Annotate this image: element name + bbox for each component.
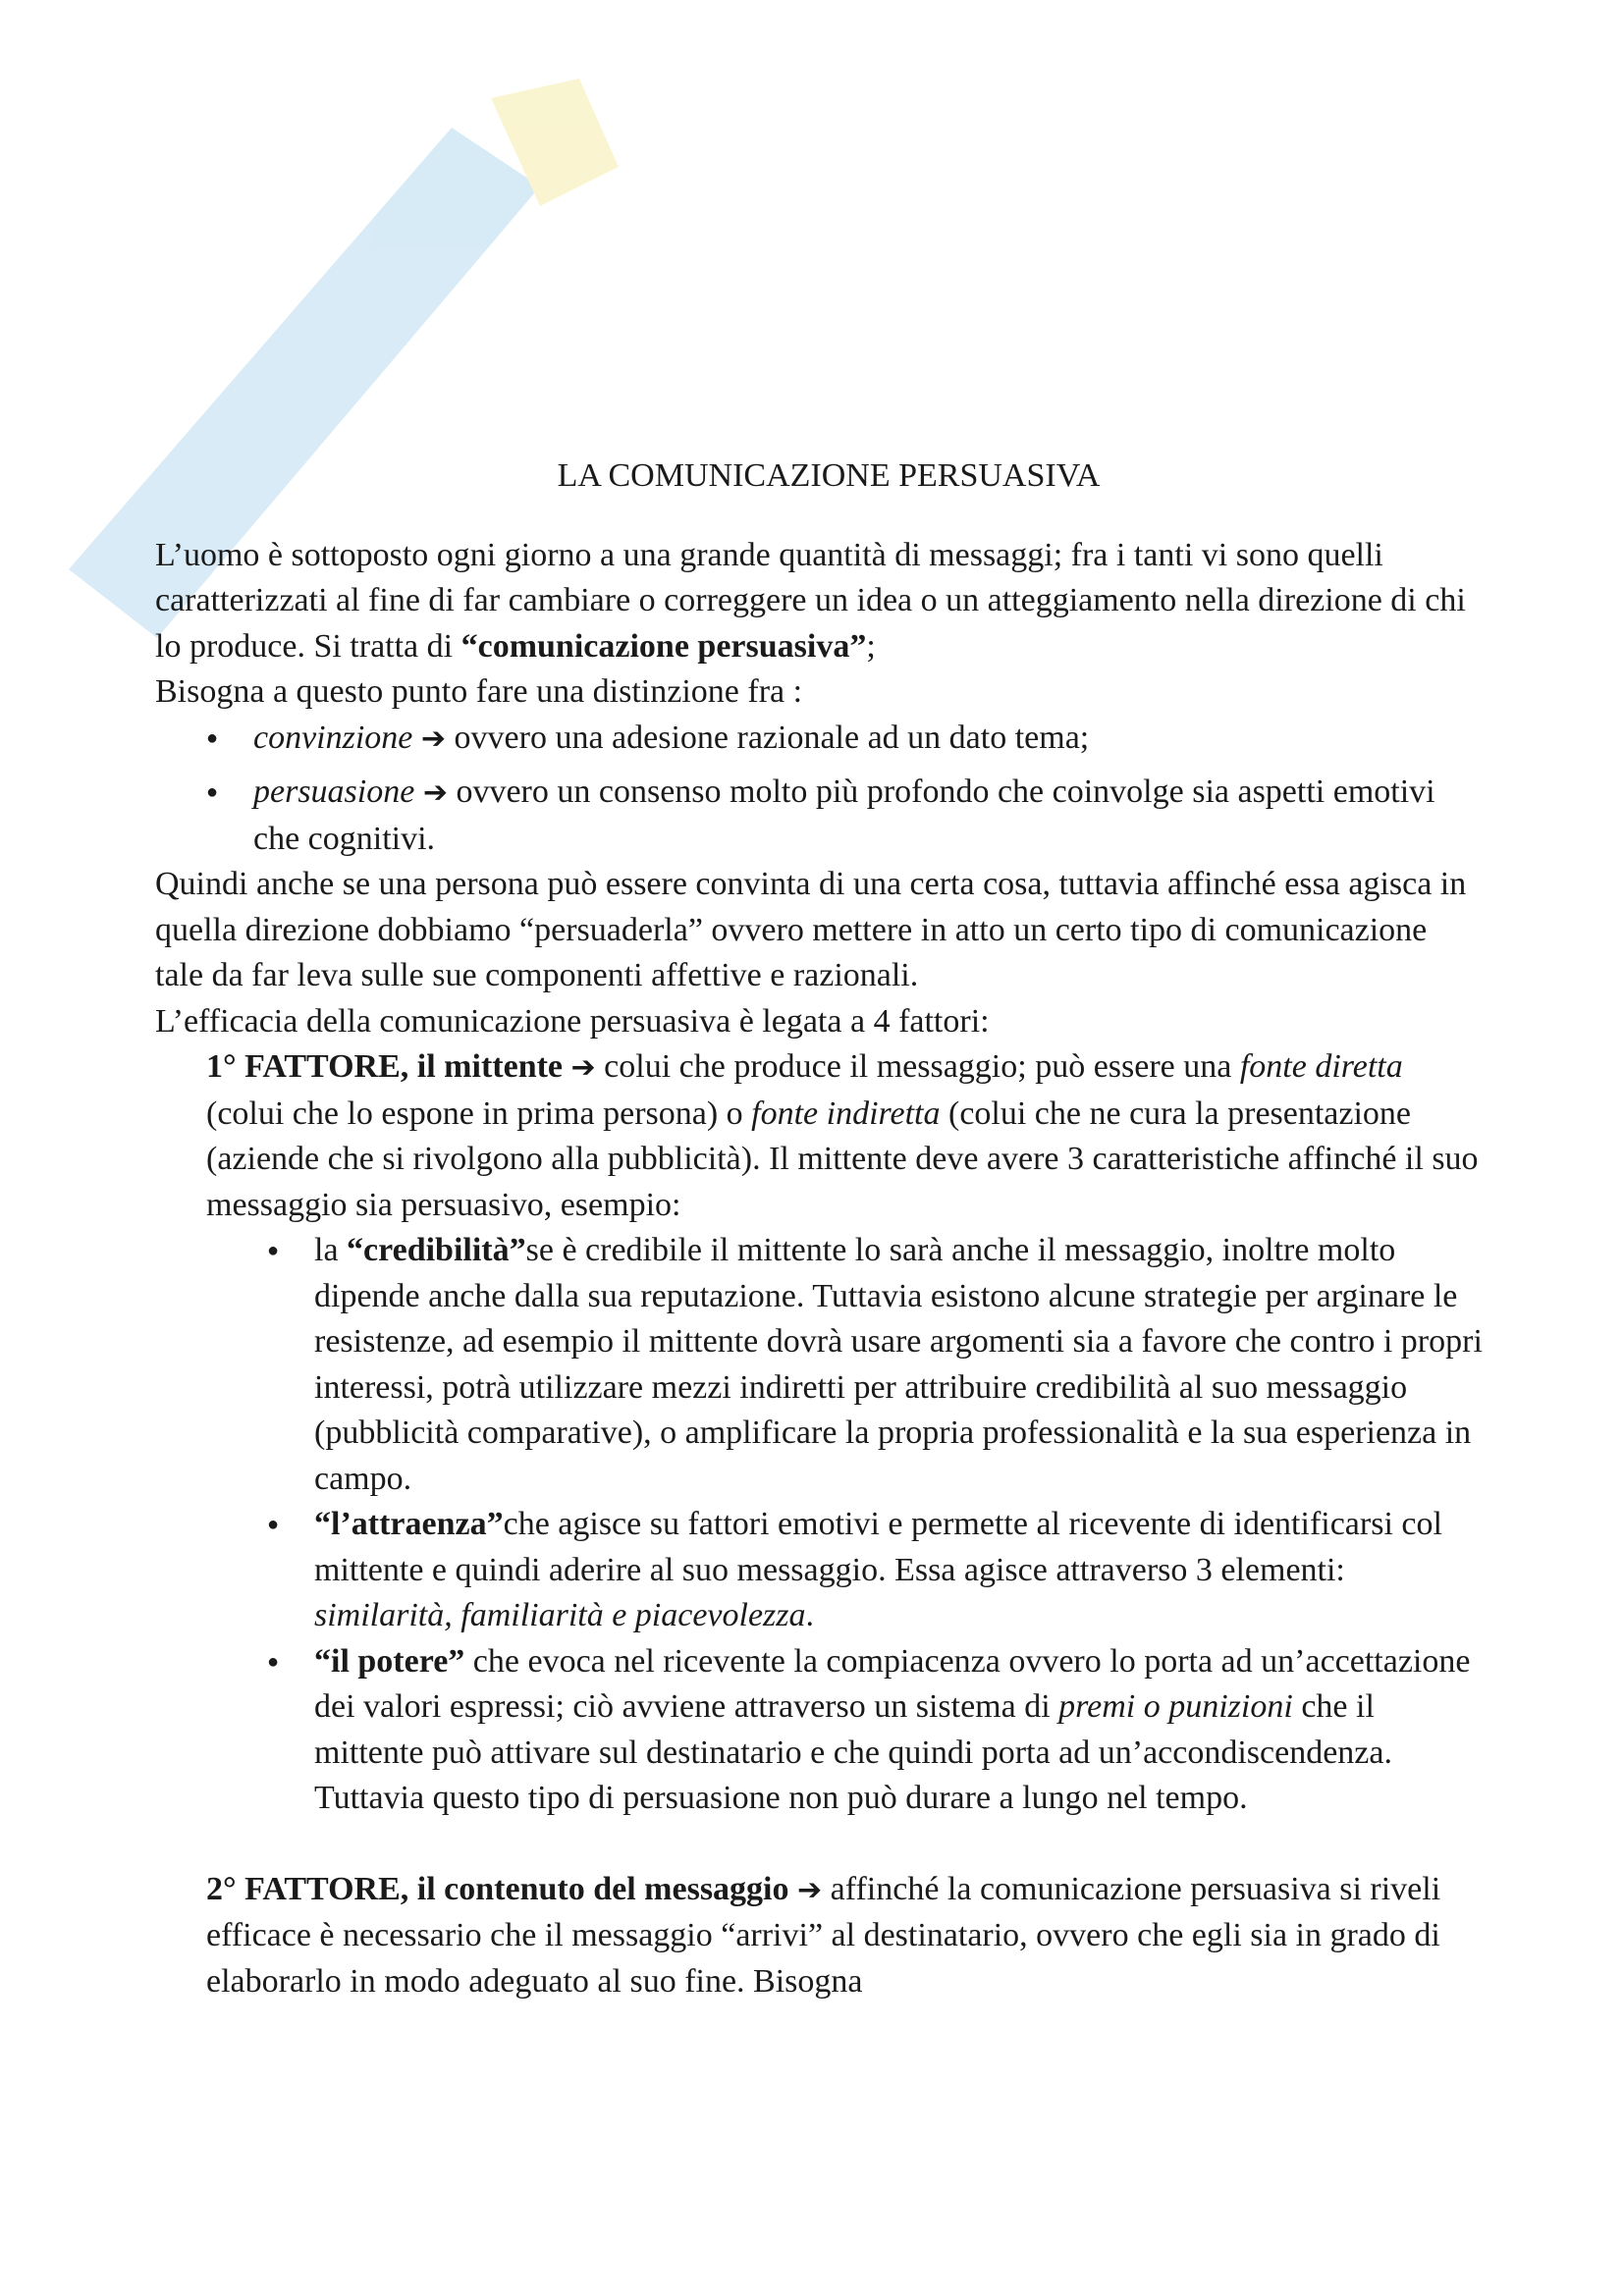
list-item-attractiveness: ● “l’attraenza”che agisce su fattori emotivi e permette al ricevente di identificarsi col mittente e quindi aderire al suo messaggio. Essa agisce attraverso 3 elementi: similarità, familiarità e piacevolezza. xyxy=(155,1502,1483,1639)
list-item-credibility: ● la “credibilità”se è credibile il mittente lo sarà anche il messaggio, inoltre molto dipende anche dalla sua reputazione. Tuttavia esistono alcune strategie per arginare le resistenze, ad esempio il mittente dovrà usare argomenti sia a favore che contro i propri interessi, potrà utilizzare mezzi indiretti per attribuire credibilità al suo messaggio (pubblicità comparative), o amplificare la propria professionalità e la sua esperienza in campo. xyxy=(155,1228,1483,1502)
arrow-right-icon: ➔ xyxy=(420,721,447,756)
list-item: ● convinzione ➔ ovvero una adesione razionale ad un dato tema; xyxy=(155,716,1483,763)
factor-1: 1° FATTORE, il mittente ➔ colui che produce il messaggio; può essere una fonte diretta (colui che lo espone in prima persona) o fonte indiretta (colui che ne cura la presentazione (aziende che si rivolgono alla pubblicità). Il mittente deve avere 3 caratteristiche affinché il suo messaggio sia persuasivo, esempio: xyxy=(206,1048,1479,1223)
arrow-right-icon: ➔ xyxy=(422,775,448,810)
intro-line: Bisogna a questo punto fare una distinzione fra : xyxy=(155,673,803,710)
list-item-power: ● “il potere” che evoca nel ricevente la compiacenza ovvero lo porta ad un’accettazione dei valori espressi; ciò avviene attraverso un sistema di premi o punizioni che il mittente può attivare sul destinatario e che quindi porta ad un’accondiscendenza. Tuttavia questo tipo di persuasione non può durare a lungo nel tempo. xyxy=(155,1639,1483,1822)
factor-2: 2° FATTORE, il contenuto del messaggio ➔ affinché la comunicazione persuasiva si riveli efficace è necessario che il messaggio “arrivi” al destinatario, ovvero che egli sia in grado di elaborarlo in modo adeguato al suo fine. Bisogna xyxy=(206,1870,1441,2000)
distinction-list xyxy=(155,716,1483,863)
document-title: LA COMUNICAZIONE PERSUASIVA xyxy=(557,457,1101,494)
arrow-right-icon: ➔ xyxy=(797,1872,823,1907)
characteristics-list xyxy=(155,1228,1483,1822)
paragraph-persuasion: Quindi anche se una persona può essere convinta di una certa cosa, tuttavia affinché essa agisca in quella direzione dobbiamo “persuaderla” ovvero mettere in atto un certo tipo di comunicazione tale da far leva sulle sue componenti affettive e razionali. xyxy=(155,866,1467,993)
paragraph-factors-intro: L’efficacia della comunicazione persuasiva è legata a 4 fattori: xyxy=(155,1002,990,1040)
arrow-right-icon: ➔ xyxy=(570,1050,596,1085)
document-page xyxy=(155,454,1483,2004)
list-item: ● persuasione ➔ ovvero un consenso molto più profondo che coinvolge sia aspetti emotivi che cognitivi. xyxy=(155,770,1483,862)
intro-paragraph: L’uomo è sottoposto ogni giorno a una grande quantità di messaggi; fra i tanti vi sono quelli caratterizzati al fine di far cambiare o correggere un idea o un atteggiamento nella direzione di chi lo produce. Si tratta di “comunicazione persuasiva”; xyxy=(155,536,1466,665)
